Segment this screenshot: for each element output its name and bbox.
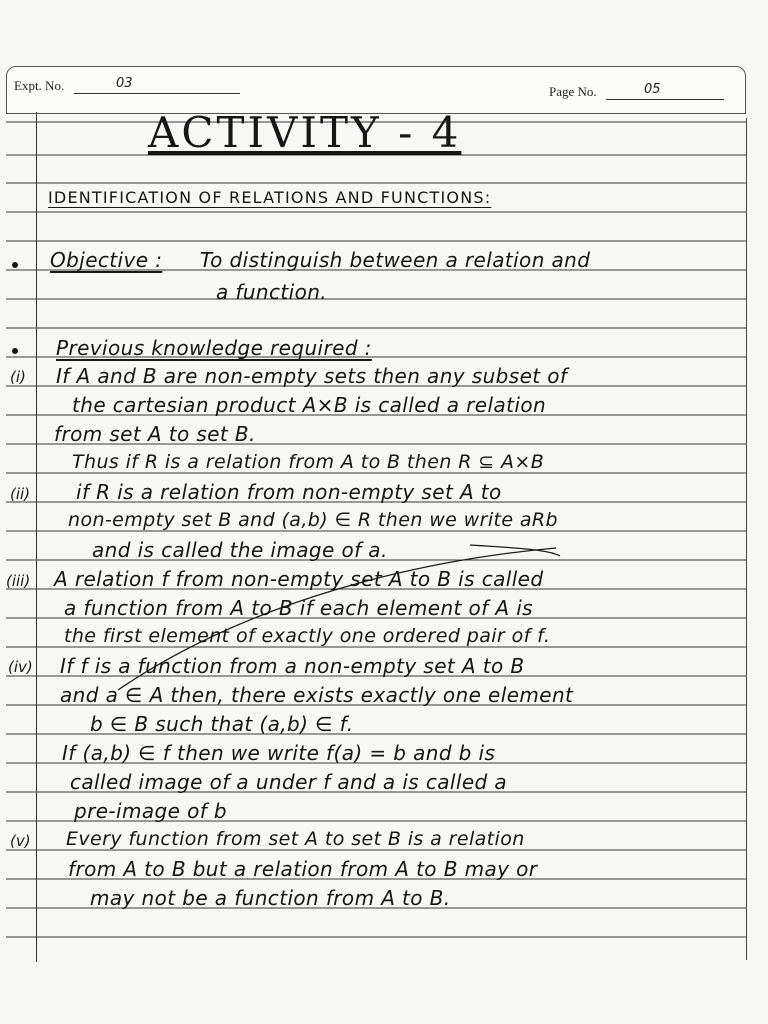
item-number: (v) [10, 832, 31, 850]
item-line: called image of a under f and a is called a [70, 770, 508, 794]
objective-line-1: To distinguish between a relation and [200, 248, 591, 272]
item-line: pre-image of b [74, 799, 228, 823]
item-number: (iv) [8, 658, 33, 676]
margin-line [36, 112, 37, 962]
bullet-objective [12, 262, 18, 268]
expt-no-label: Expt. No. [14, 78, 65, 93]
item-line: Thus if R is a relation from A to B then R ⊆ A×B [72, 451, 545, 473]
item-line: non-empty set B and (a,b) ∈ R then we write aRb [68, 509, 558, 531]
item-number: (iii) [6, 572, 31, 590]
objective-label: Objective : [50, 248, 163, 272]
item-line: If f is a function from a non-empty set A to B [60, 654, 525, 678]
page-no-line [606, 99, 724, 100]
item-line: if R is a relation from non-empty set A to [76, 480, 502, 504]
item-line: a function from A to B if each element of A is [64, 596, 533, 620]
item-line: may not be a function from A to B. [90, 886, 451, 910]
item-line: from A to B but a relation from A to B may or [68, 857, 538, 881]
item-line: If A and B are non-empty sets then any subset of [56, 364, 568, 388]
objective-line-2: a function. [216, 280, 328, 304]
page-no-value: 05 [644, 82, 661, 97]
section-heading: IDENTIFICATION OF RELATIONS AND FUNCTIONS: [48, 188, 492, 207]
item-line: and is called the image of a. [92, 538, 388, 562]
item-number: (i) [10, 368, 26, 386]
item-line: the first element of exactly one ordered pair of f. [64, 625, 551, 647]
item-line: A relation f from non-empty set A to B is called [54, 567, 544, 591]
item-line: from set A to set B. [54, 422, 256, 446]
bullet-previous-knowledge [12, 348, 18, 354]
item-line: b ∈ B such that (a,b) ∈ f. [90, 712, 354, 736]
item-line: If (a,b) ∈ f then we write f(a) = b and b is [62, 741, 496, 765]
page-no-label: Page No. [549, 84, 597, 99]
item-line: Every function from set A to set B is a relation [66, 828, 525, 850]
item-number: (ii) [10, 485, 31, 503]
previous-knowledge-label: Previous knowledge required : [56, 336, 372, 360]
expt-no-line [74, 93, 240, 94]
page-right-edge [746, 118, 747, 960]
item-line: and a ∈ A then, there exists exactly one element [60, 683, 574, 707]
page-title: ACTIVITY - 4 [148, 108, 462, 157]
item-line: the cartesian product A×B is called a relation [72, 393, 547, 417]
expt-no-value: 03 [116, 76, 133, 91]
